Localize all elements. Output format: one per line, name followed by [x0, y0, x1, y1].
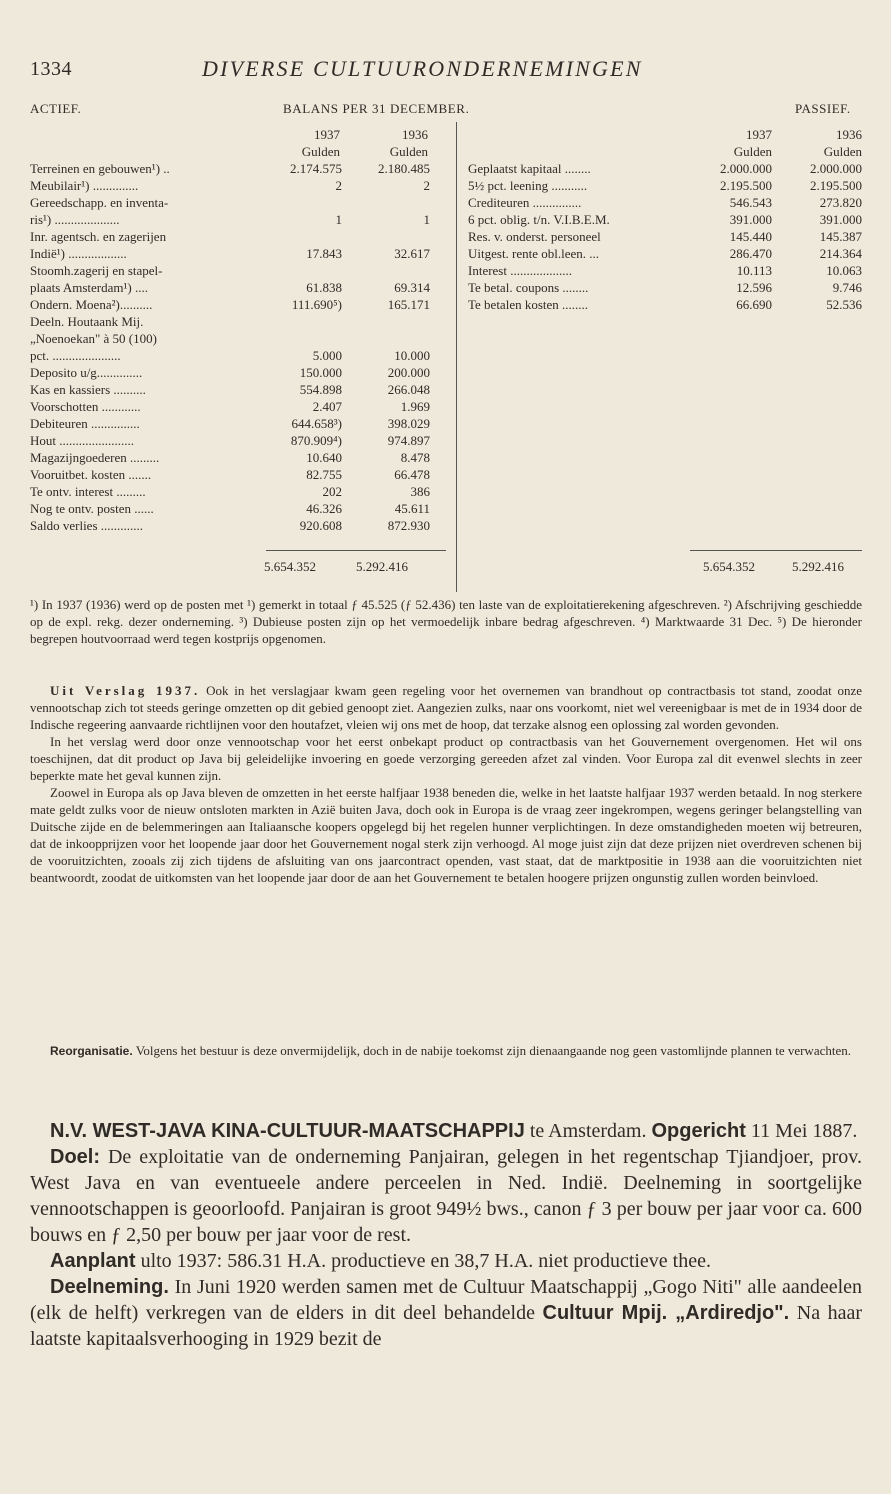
total-rule-left: [266, 550, 446, 551]
liability-label: 5½ pct. leening ...........: [468, 178, 588, 193]
asset-label: Te ontv. interest .........: [30, 484, 146, 499]
reorganisatie-paragraph: [30, 1042, 862, 1060]
asset-label: plaats Amsterdam¹) ....: [30, 280, 148, 295]
assets-list: [30, 160, 450, 534]
liability-value-1937: 2.195.500: [720, 178, 772, 193]
liability-label: Crediteuren ...............: [468, 195, 582, 210]
actief-heading: ACTIEF.: [30, 101, 82, 116]
col-unit-1937-left: Gulden: [301, 144, 340, 159]
reorganisatie-text: Volgens het bestuur is deze onvermijdelijk, doch in de nabije toekomst zijn dienaangaande nog geen vastomlijnde plannen te verwachten.: [135, 1043, 851, 1058]
asset-value-1937: 5.000: [312, 348, 342, 363]
asset-label: Stoomh.zagerij en stapel-: [30, 263, 163, 278]
liability-label: Interest ...................: [468, 263, 572, 278]
col-year-1937-right: 1937: [746, 127, 772, 142]
liability-row: [468, 245, 862, 262]
liability-value-1937: 66.690: [736, 297, 772, 312]
verslag-lead: Uit Verslag 1937.: [50, 683, 201, 698]
total-rule-right: [690, 550, 862, 551]
asset-label: Nog te ontv. posten ......: [30, 501, 154, 516]
asset-row: [30, 432, 450, 449]
asset-label: Debiteuren ...............: [30, 416, 140, 431]
asset-row: [30, 194, 450, 211]
total-right-1937: 5.654.352: [703, 559, 755, 574]
company-place: te Amsterdam.: [529, 1120, 647, 1142]
asset-row: [30, 330, 450, 347]
asset-row: [30, 160, 450, 177]
footnotes: ¹) In 1937 (1936) werd op de posten met ¹) gemerkt in totaal ƒ 45.525 (ƒ 52.436) ten laste van de exploitatierekening afgeschreven. ²) Afschrijving geschiedde op de expl. rekg. dezer onderneming. ³) Dubieuse posten zijn op het vermoedelijk inbare bedrag afgeschreven. ⁴) Marktwaarde 31 Dec. ⁵) De hieronder begrepen houtvoorraad werd tegen kostprijs opgenomen.: [30, 597, 862, 646]
asset-value-1937: 2.174.575: [290, 161, 342, 176]
asset-value-1936: 1: [423, 212, 430, 227]
asset-value-1936: 266.048: [387, 382, 430, 397]
asset-label: Deposito u/g..............: [30, 365, 143, 380]
total-left-1937: 5.654.352: [264, 559, 316, 574]
asset-value-1937: 1: [335, 212, 342, 227]
liability-label: Te betalen kosten ........: [468, 297, 589, 312]
asset-label: ris¹) ....................: [30, 212, 120, 227]
asset-value-1937: 554.898: [299, 382, 342, 397]
col-unit-1937-right: Gulden: [733, 144, 772, 159]
asset-row: [30, 279, 450, 296]
asset-value-1937: 111.690⁵): [291, 297, 342, 312]
asset-value-1936: 32.617: [394, 246, 430, 261]
asset-value-1937: 2: [335, 178, 342, 193]
liability-label: Res. v. onderst. personeel: [468, 229, 601, 244]
liability-row: [468, 177, 862, 194]
asset-value-1936: 2: [423, 178, 430, 193]
asset-value-1937: 61.838: [306, 280, 342, 295]
asset-label: Vooruitbet. kosten .......: [30, 467, 152, 482]
ardiredjo-label: Cultuur Mpij. „Ardiredjo".: [542, 1302, 790, 1324]
asset-value-1936: 45.611: [394, 501, 430, 516]
asset-value-1936: 10.000: [394, 348, 430, 363]
asset-value-1936: 398.029: [387, 416, 430, 431]
verslag-paragraph-2: In het verslag werd door onze vennootschap voor het eerst onbekapt product op contractbasis van het Gouvernement overgenomen. Het wil ons toeschijnen, dat dit product op Java bij geleidelijke invoering en goede verzorging gereeden afzet zal vinden. Voor Europa zal dit evenwel slechts in zeer beperkte mate het geval kunnen zijn.: [30, 734, 862, 783]
asset-value-1937: 82.755: [306, 467, 342, 482]
page-number: 1334: [30, 58, 72, 80]
asset-row: [30, 466, 450, 483]
liability-value-1936: 273.820: [819, 195, 862, 210]
asset-value-1936: 386: [410, 484, 430, 499]
page-header: [30, 58, 862, 88]
verslag-paragraph-3: Zoowel in Europa als op Java bleven de omzetten in het eerste halfjaar 1938 beneden die, welke in het laatste halfjaar 1937 werden betaald. In nog sterkere mate geldt zulks voor de nieuw ontsloten markten in Azië buiten Java, doch ook in Europa is de vraag zeer ingekrompen, wegens geringer belangstelling van Duitsche zijde en de belemmeringen aan Italiaansche koopers opgelegd bij het regelen hunner verplichtingen. In deze omstandigheden moeten wij betreuren, dat de inkoopprijzen voor het loopende jaar door het Gouvernement nogal sterk zijn verhoogd. Al moge juist zijn dat deze prijzen niet overdreven schenen bij de vooruitzichten, zooals zij zich tijdens de afsluiting van ons jaarcontract openden, vast staat, dat de marktpositie in 1938 aan die vooruitzichten niet beantwoordt, zoodat de uitkomsten van het loopende jaar door de aan het Gouvernement te betalen hoogere prijzen ongunstig zullen worden beinvloed.: [30, 785, 862, 885]
asset-value-1936: 8.478: [400, 450, 430, 465]
total-left-1936: 5.292.416: [356, 559, 408, 574]
asset-row: [30, 364, 450, 381]
asset-row: [30, 313, 450, 330]
verslag-section: [30, 682, 862, 886]
asset-label: Saldo verlies .............: [30, 518, 144, 533]
asset-value-1937: 202: [322, 484, 342, 499]
liability-row: [468, 160, 862, 177]
liability-label: Te betal. coupons ........: [468, 280, 589, 295]
aanplant-label: Aanplant: [50, 1250, 136, 1272]
liability-value-1937: 391.000: [729, 212, 772, 227]
liability-value-1937: 286.470: [729, 246, 772, 261]
asset-value-1937: 46.326: [306, 501, 342, 516]
asset-label: pct. .....................: [30, 348, 121, 363]
asset-label: „Noenoekan" à 50 (100): [30, 331, 157, 346]
liability-label: Geplaatst kapitaal ........: [468, 161, 591, 176]
liability-row: [468, 279, 862, 296]
column-divider: [456, 122, 457, 592]
asset-row: [30, 449, 450, 466]
asset-value-1936: 66.478: [394, 467, 430, 482]
liability-value-1937: 12.596: [736, 280, 772, 295]
liability-value-1936: 391.000: [819, 212, 862, 227]
asset-label: Terreinen en gebouwen¹) ..: [30, 161, 170, 176]
asset-row: [30, 415, 450, 432]
deelneming-label: Deelneming.: [50, 1276, 169, 1298]
liability-value-1936: 2.000.000: [810, 161, 862, 176]
asset-row: [30, 245, 450, 262]
founded-date: 11 Mei 1887.: [750, 1120, 858, 1142]
liability-value-1937: 2.000.000: [720, 161, 772, 176]
asset-row: [30, 262, 450, 279]
verslag-paragraph-1: [30, 682, 862, 733]
asset-value-1937: 17.843: [306, 246, 342, 261]
col-year-1936-left: 1936: [402, 127, 428, 142]
asset-value-1936: 872.930: [387, 518, 430, 533]
asset-row: [30, 517, 450, 534]
deelneming-text: In Juni 1920 werden samen met de Cultuur Maatschappij „Gogo Niti" alle aandeelen (elk de helft) verkregen van de elders in dit deel behandelde: [30, 1276, 863, 1324]
liability-value-1936: 52.536: [826, 297, 862, 312]
asset-value-1936: 69.314: [394, 280, 430, 295]
asset-row: [30, 347, 450, 364]
liability-value-1937: 145.440: [729, 229, 772, 244]
doel-label: Doel:: [50, 1146, 100, 1168]
col-year-1937-left: 1937: [314, 127, 340, 142]
liability-value-1936: 2.195.500: [810, 178, 862, 193]
asset-label: Hout .......................: [30, 433, 134, 448]
asset-label: Inr. agentsch. en zagerijen: [30, 229, 167, 244]
asset-label: Ondern. Moena²)..........: [30, 297, 153, 312]
liability-row: [468, 228, 862, 245]
asset-value-1936: 1.969: [400, 399, 430, 414]
total-right-1936: 5.292.416: [792, 559, 844, 574]
liability-value-1936: 214.364: [819, 246, 862, 261]
asset-value-1936: 200.000: [387, 365, 430, 380]
asset-label: Meubilair¹) ..............: [30, 178, 139, 193]
asset-value-1937: 2.407: [312, 399, 342, 414]
liability-value-1937: 546.543: [729, 195, 772, 210]
deelneming-paragraph: [30, 1274, 862, 1352]
col-unit-1936-right: Gulden: [823, 144, 862, 159]
asset-row: [30, 296, 450, 313]
liability-label: Uitgest. rente obl.leen. ...: [468, 246, 600, 261]
asset-label: Kas en kassiers ..........: [30, 382, 146, 397]
asset-value-1937: 644.658³): [291, 416, 342, 431]
asset-row: [30, 177, 450, 194]
asset-row: [30, 211, 450, 228]
balance-title: BALANS PER 31 DECEMBER.: [283, 101, 470, 116]
liability-value-1936: 145.387: [819, 229, 862, 244]
col-unit-1936-left: Gulden: [389, 144, 428, 159]
asset-value-1937: 920.608: [299, 518, 342, 533]
asset-value-1936: 974.897: [387, 433, 430, 448]
liabilities-list: [468, 160, 862, 313]
asset-value-1937: 150.000: [299, 365, 342, 380]
company-heading: [30, 1118, 862, 1144]
asset-value-1936: 165.171: [387, 297, 430, 312]
liability-row: [468, 296, 862, 313]
asset-value-1937: 10.640: [306, 450, 342, 465]
company-name: N.V. WEST-JAVA KINA-CULTUUR-MAATSCHAPPIJ: [50, 1120, 525, 1142]
doel-paragraph: [30, 1144, 862, 1248]
liability-label: 6 pct. oblig. t/n. V.I.B.E.M.: [468, 212, 610, 227]
reorganisatie-lead: Reorganisatie.: [50, 1044, 133, 1058]
asset-label: Indië¹) ..................: [30, 246, 127, 261]
asset-row: [30, 381, 450, 398]
founded-label: Opgericht: [651, 1120, 746, 1142]
asset-label: Gereedschapp. en inventa-: [30, 195, 169, 210]
balance-sheet: [30, 100, 862, 590]
verslag-p1-text: Ook in het verslagjaar kwam geen regeling voor het overnemen van brandhout op contractbasis tot stand, zoodat onze vennootschap zich tot steeds geringe omzetten op dit gebied genoopt ziet. Aangezien zulks, naar ons voorkomt, niet wel vereenigbaar is met de in 1934 door de Indische regeering aanvaarde richtlijnen voor den houtafzet, vleien wij ons met de hoop, dat terzake alsnog een oplossing zal worden gevonden.: [30, 683, 863, 732]
passief-heading: PASSIEF.: [795, 101, 851, 116]
asset-row: [30, 398, 450, 415]
liability-row: [468, 262, 862, 279]
liability-value-1936: 10.063: [826, 263, 862, 278]
running-title: DIVERSE CULTUURONDERNEMINGEN: [202, 56, 643, 81]
liability-value-1937: 10.113: [736, 263, 772, 278]
asset-value-1936: 2.180.485: [378, 161, 430, 176]
liability-row: [468, 211, 862, 228]
asset-label: Deeln. Houtaank Mij.: [30, 314, 144, 329]
liability-value-1936: 9.746: [832, 280, 862, 295]
company-entry: [30, 1118, 862, 1352]
asset-value-1937: 870.909⁴): [290, 433, 342, 448]
doel-text: De exploitatie van de onderneming Panjairan, gelegen in het regentschap Tjiandjoer, prov. West Java en van eventueele andere perceelen in Ned. Indië. Deelneming in soortgelijke vennootschappen is geoorloofd. Panjairan is groot 949½ bws., canon ƒ 3 per bouw per jaar voor ca. 600 bouws en ƒ 2,50 per bouw per jaar voor de rest.: [30, 1146, 863, 1246]
liability-row: [468, 194, 862, 211]
asset-row: [30, 228, 450, 245]
aanplant-text: ulto 1937: 586.31 H.A. productieve en 38,7 H.A. niet productieve thee.: [140, 1250, 711, 1272]
aanplant-paragraph: [30, 1248, 862, 1274]
asset-row: [30, 500, 450, 517]
asset-row: [30, 483, 450, 500]
asset-label: Magazijngoederen .........: [30, 450, 160, 465]
ardiredjo-text: Na haar laatste kapitaalsverhooging in 1929 bezit de: [30, 1302, 863, 1350]
col-year-1936-right: 1936: [836, 127, 862, 142]
asset-label: Voorschotten ............: [30, 399, 141, 414]
